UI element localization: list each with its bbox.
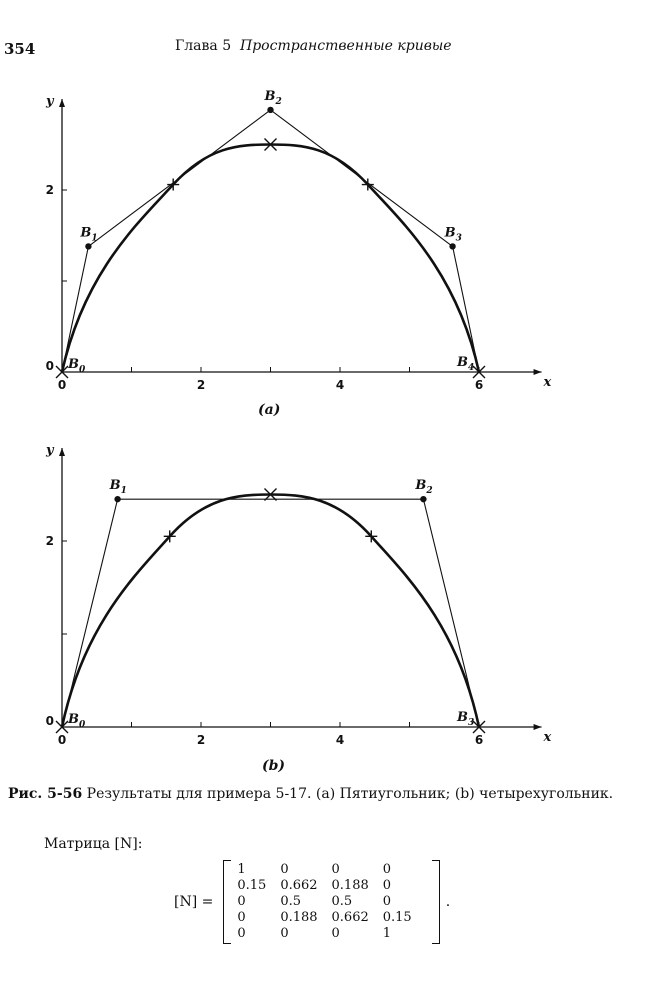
matrix-cell: 0: [331, 862, 340, 877]
x-axis-arrow: [534, 369, 542, 375]
vertex-label: $B_3$: [457, 710, 475, 728]
matrix-cell: 0.5: [331, 894, 353, 909]
matrix-cell: 1: [382, 926, 392, 941]
vertex-label: $B_2$: [264, 88, 282, 107]
vertex-label: $B_0$: [68, 712, 86, 730]
chapter-title: Пространственные кривые: [240, 38, 452, 54]
matrix-lhs: [N] =: [174, 894, 214, 910]
matrix-cell: 0: [382, 878, 392, 893]
matrix-row: [237, 894, 425, 910]
x-axis-label: x: [543, 375, 552, 390]
x-axis-arrow: [534, 724, 542, 730]
y-tick-label: 0: [45, 359, 54, 373]
x-tick-label: 4: [335, 733, 345, 747]
bspline-curve: [62, 145, 479, 373]
matrix-cell: 0.662: [331, 910, 369, 925]
x-tick-label: 2: [196, 733, 206, 747]
matrix-cell: 0.188: [331, 878, 369, 893]
matrix-cell: 0: [382, 862, 392, 877]
x-tick-label: 0: [57, 378, 67, 390]
matrix-cell: 0: [237, 910, 246, 925]
control-vertex: [85, 243, 91, 249]
vertex-label: $B_2$: [415, 478, 433, 497]
panel-label-a: (a): [258, 402, 281, 418]
y-axis-label: y: [46, 443, 54, 458]
figure-caption: [8, 786, 658, 802]
running-header: [175, 38, 452, 54]
control-vertex: [267, 107, 273, 113]
y-tick-label: 2: [45, 183, 54, 197]
x-tick-label: 2: [196, 378, 206, 390]
caption-label: Рис. 5-56: [8, 786, 83, 802]
x-tick-label: 4: [335, 378, 345, 390]
matrix-row: [237, 910, 425, 926]
vertex-label: $B_4$: [457, 355, 475, 373]
plot-a: [0, 80, 666, 390]
matrix-cell: 0.188: [280, 910, 318, 925]
control-vertex: [449, 243, 455, 249]
matrix-row: [237, 878, 425, 894]
control-vertex: [420, 496, 426, 502]
x-tick-label: 0: [57, 733, 67, 747]
bspline-curve: [62, 495, 479, 728]
control-polygon: [62, 499, 479, 727]
plot-b: [0, 440, 666, 750]
matrix-brackets: [223, 860, 439, 944]
vertex-label: $B_1$: [109, 478, 127, 497]
matrix-period: .: [445, 894, 451, 910]
y-axis-label: y: [46, 94, 54, 109]
vertex-label: $B_1$: [80, 225, 98, 244]
vertex-label: $B_0$: [68, 357, 86, 375]
matrix-cell: 0: [382, 894, 392, 909]
matrix-cell: 0: [237, 926, 246, 941]
matrix-row: [237, 862, 425, 878]
panel-label-b: (b): [262, 758, 286, 774]
matrix-row: [237, 926, 425, 942]
x-axis-label: x: [543, 730, 552, 745]
control-vertex: [114, 496, 120, 502]
matrix-cell: 0.15: [237, 878, 267, 893]
matrix-cell: 0: [331, 926, 340, 941]
x-tick-label: 6: [474, 733, 484, 747]
matrix-cell: 0.5: [280, 894, 301, 909]
y-tick-label: 2: [45, 534, 54, 548]
vertex-label: $B_3$: [444, 225, 462, 244]
y-tick-label: 0: [45, 714, 54, 728]
y-axis-arrow: [59, 99, 65, 107]
chapter-number: Глава 5: [175, 38, 232, 54]
matrix-intro: Матрица [N]:: [44, 836, 143, 852]
matrix-equation: [174, 860, 450, 944]
matrix-cell: 0: [280, 926, 289, 941]
matrix-cell: 0: [280, 862, 289, 877]
matrix-cell: 0.15: [382, 910, 412, 925]
matrix-table: [237, 862, 425, 942]
x-tick-label: 6: [474, 378, 484, 390]
y-axis-arrow: [59, 448, 65, 456]
caption-text: Результаты для примера 5-17. (a) Пятиугольник; (b) четырехугольник.: [86, 786, 614, 802]
matrix-cell: 0.662: [280, 878, 318, 893]
matrix-cell: 0: [237, 894, 246, 909]
matrix-cell: 1: [237, 862, 246, 877]
page-number: 354: [4, 40, 36, 58]
